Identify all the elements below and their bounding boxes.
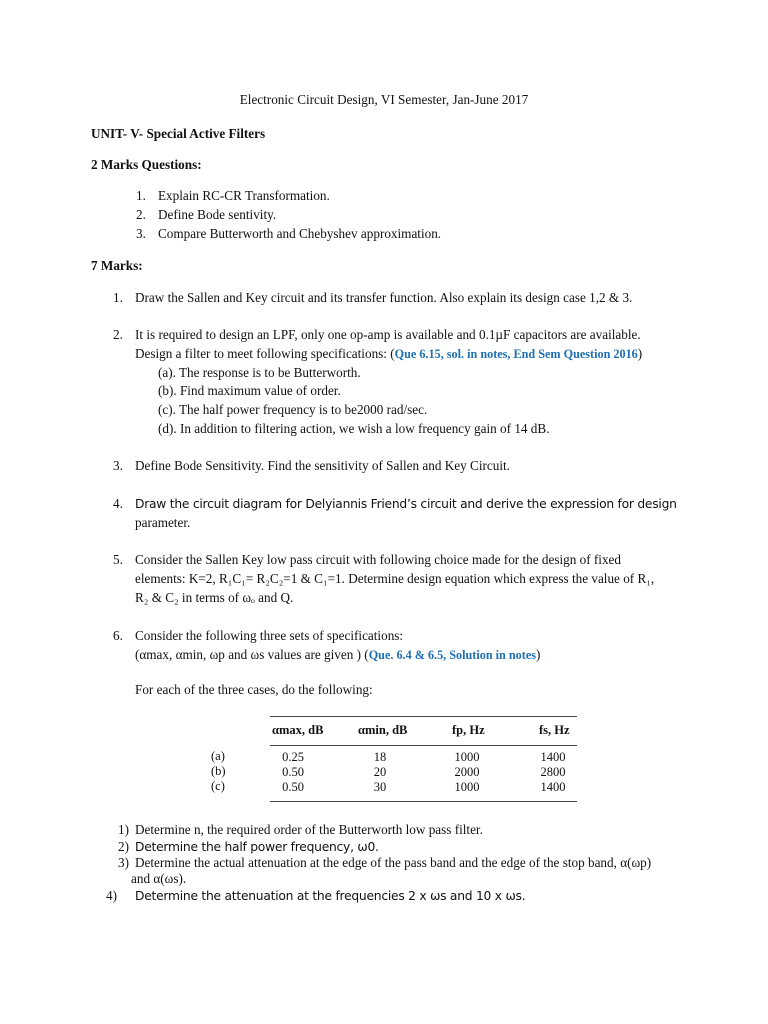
question-2-reference: Que 6.15, sol. in notes, End Sem Question 2016 [394, 347, 638, 361]
table-cell: 1000 [454, 750, 480, 764]
table-header-fp: fp, Hz [452, 723, 485, 737]
table-cell: 0.50 [282, 765, 304, 779]
table-cell: 2000 [454, 765, 480, 779]
question-2-line-1: It is required to design an LPF, only one op-amp is available and 0.1µF capacitors are available. [135, 327, 641, 342]
list-item-number: 1. [136, 188, 146, 203]
task-number: 4) [106, 888, 117, 903]
task-item: Determine n, the required order of the Butterworth low pass filter. [135, 822, 483, 837]
table-row-label: (c) [211, 779, 225, 793]
task-item: Determine the actual attenuation at the edge of the pass band and the edge of the stop band, α(ωp) [135, 855, 652, 870]
question-2-subitem: (b). Find maximum value of order. [158, 383, 341, 398]
table-cell: 20 [373, 765, 387, 779]
task-item: Determine the attenuation at the frequencies 2 x ωs and 10 x ωs. [135, 889, 526, 903]
table-cell: 0.25 [282, 750, 304, 764]
question-2-text: Design a filter to meet following specifications: ( [135, 346, 395, 361]
task-number: 1) [118, 822, 129, 837]
question-6-reference: Que. 6.4 & 6.5, Solution in notes [368, 648, 536, 662]
question-number: 5. [113, 552, 123, 567]
table-row-label: (b) [211, 764, 226, 778]
table-top-rule [270, 716, 577, 717]
question-number: 1. [113, 290, 123, 305]
closing-paren: ) [637, 346, 643, 361]
table-header-rule [270, 745, 577, 746]
unit-title: UNIT- V- Special Active Filters [91, 126, 266, 141]
question-4-line-2: parameter. [135, 515, 191, 530]
question-6-line-1: Consider the following three sets of specifications: [135, 628, 404, 643]
table-header-alpha-max: αmax, dB [272, 723, 324, 737]
table-cell: 1000 [454, 780, 480, 794]
task-item-continuation: and α(ωs). [131, 871, 187, 886]
question-5-line-1: Consider the Sallen Key low pass circuit with following choice made for the design of fixed [135, 552, 621, 567]
task-item: Determine the half power frequency, ω0. [135, 840, 379, 854]
question-2-subitem: (c). The half power frequency is to be2000 rad/sec. [158, 402, 428, 417]
document-header: Electronic Circuit Design, VI Semester, Jan-June 2017 [239, 92, 529, 107]
question-5-line-2: elements: K=2, R₁C₁= R₂C₂=1 & C₁=1. Determine design equation which express the value of R₁, [135, 571, 655, 586]
question-1: Draw the Sallen and Key circuit and its transfer function. Also explain its design case 1,2 & 3. [135, 290, 633, 305]
question-number: 4. [113, 496, 123, 511]
table-cell: 1400 [540, 750, 566, 764]
table-cell: 1400 [540, 780, 566, 794]
table-row-label: (a) [211, 749, 225, 763]
table-cell: 2800 [540, 765, 566, 779]
list-item: Compare Butterworth and Chebyshev approximation. [158, 226, 442, 241]
two-marks-heading: 2 Marks Questions: [91, 157, 202, 172]
question-2-subitem: (a). The response is to be Butterworth. [158, 365, 361, 380]
question-6-line-2 [135, 647, 540, 663]
question-number: 3. [113, 458, 123, 473]
question-6-text: (αmax, αmin, ωp and ωs values are given ) ( [135, 647, 369, 662]
table-bottom-rule [270, 801, 577, 802]
table-cell: 30 [373, 780, 387, 794]
question-number: 2. [113, 327, 123, 342]
closing-paren: ) [535, 647, 541, 662]
list-item-number: 2. [136, 207, 146, 222]
question-5-line-3: R₂ & C₂ in terms of ωₒ and Q. [135, 590, 294, 605]
task-number: 2) [118, 839, 129, 854]
question-4-line-1: Draw the circuit diagram for Delyiannis Friend’s circuit and derive the expression for design [135, 497, 677, 511]
question-2-subitem: (d). In addition to filtering action, we wish a low frequency gain of 14 dB. [158, 421, 550, 436]
question-number: 6. [113, 628, 123, 643]
seven-marks-heading: 7 Marks: [91, 258, 143, 273]
table-header-alpha-min: αmin, dB [358, 723, 408, 737]
question-3: Define Bode Sensitivity. Find the sensitivity of Sallen and Key Circuit. [135, 458, 510, 473]
table-header-fs: fs, Hz [539, 723, 570, 737]
list-item-number: 3. [136, 226, 146, 241]
question-2-line-2 [135, 346, 642, 362]
table-cell: 0.50 [282, 780, 304, 794]
question-6-line-3: For each of the three cases, do the following: [135, 682, 373, 697]
list-item: Explain RC-CR Transformation. [158, 188, 330, 203]
table-cell: 18 [373, 750, 387, 764]
list-item: Define Bode sentivity. [158, 207, 277, 222]
task-number: 3) [118, 855, 129, 870]
